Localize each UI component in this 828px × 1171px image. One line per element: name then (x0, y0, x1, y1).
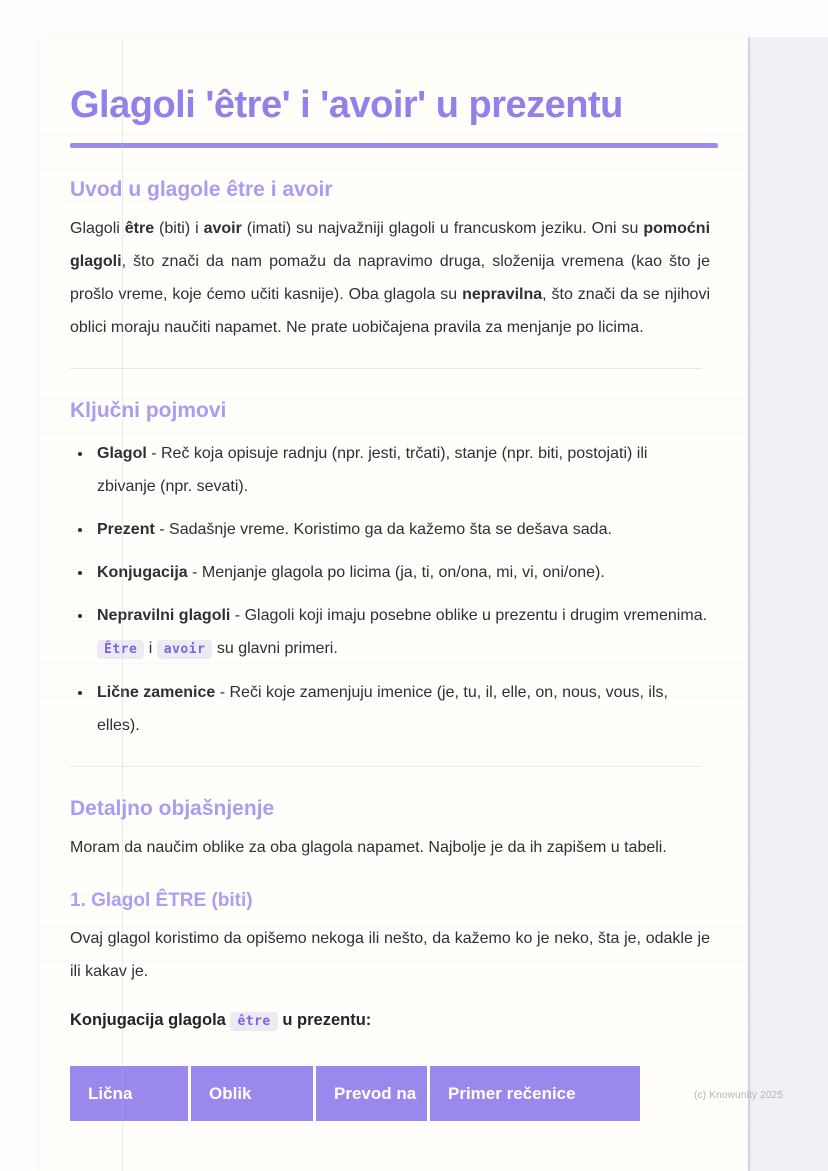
text-segment: su glavni primeri. (212, 640, 338, 658)
text-segment: Glagoli (70, 220, 125, 238)
text-segment: u prezentu: (277, 1011, 372, 1030)
text-segment: Lične zamenice (97, 684, 216, 702)
inline-code-chip: être (230, 1012, 277, 1031)
text-segment: Glagol (97, 445, 147, 463)
text-segment: - Glagoli koji imaju posebne oblike u prezentu i drugim vremenima. (230, 607, 708, 625)
sub-heading-etre: 1. Glagol ÊTRE (biti) (70, 890, 253, 912)
text-segment: - Sadašnje vreme. Koristimo ga da kažemo šta se dešava sada. (154, 521, 612, 539)
list-item (93, 599, 710, 666)
copyright-watermark: (c) Knowunity 2025 (694, 1090, 784, 1101)
intro-paragraph (70, 212, 710, 344)
explanation-paragraph: Moram da naučim oblike za oba glagola napamet. Najbolje je da ih zapišem u tabeli. (70, 839, 667, 857)
conjugation-label (70, 1004, 710, 1038)
text-segment: , što znači da nam pomažu da napravimo druga, složenija vremena (kao što je prošlo vreme, koje ćemo učiti kasnije). Oba glagola su (70, 253, 710, 304)
etre-paragraph: Ovaj glagol koristimo da opišemo nekoga ili nešto, da kažemo ko je neko, šta je, odakle je ili kakav je. (70, 930, 710, 981)
text-segment: nepravilna (462, 286, 543, 304)
section-heading-key-terms: Ključni pojmovi (70, 399, 227, 423)
text-segment: (imati) su najvažniji glagoli u francuskom jeziku. Oni su (241, 220, 644, 238)
text-segment: - Reči koje zamenjuju imenice (je, tu, il, elle, on, nous, vous, ils, elles). (97, 684, 668, 735)
text-segment: Nepravilni glagoli (97, 607, 231, 625)
section-divider (70, 766, 702, 767)
text-segment: avoir (203, 220, 242, 238)
text-segment: pomoćni glagoli (70, 220, 711, 271)
text-segment: i (144, 640, 157, 658)
inline-code-chip: Être (97, 640, 144, 659)
list-item (93, 676, 710, 742)
list-item (93, 556, 710, 589)
text-segment: (biti) i (154, 220, 204, 238)
text-segment: Konjugacija glagola (70, 1011, 231, 1030)
text-segment: Konjugacija (97, 564, 188, 582)
conjugation-table-header (70, 1066, 640, 1121)
section-divider (70, 368, 702, 369)
table-header-cell: Prevod na (316, 1066, 427, 1121)
title-accent-rule (70, 143, 718, 148)
list-item (93, 437, 710, 503)
section-heading-explanation: Detaljno objašnjenje (70, 797, 275, 821)
text-segment: - Reč koja opisuje radnju (npr. jesti, trčati), stanje (npr. biti, postojati) ili zbivanje (npr. sevati). (97, 445, 648, 496)
list-item (93, 513, 710, 546)
table-header-cell: Lična (70, 1066, 188, 1121)
page-title: Glagoli 'être' i 'avoir' u prezentu (70, 84, 623, 126)
next-page-edge (748, 37, 828, 1171)
text-segment: Prezent (97, 521, 155, 539)
inline-code-chip: avoir (157, 640, 213, 659)
table-header-cell: Primer rečenice (430, 1066, 640, 1121)
table-header-cell: Oblik (191, 1066, 313, 1121)
section-heading-intro: Uvod u glagole être i avoir (70, 178, 333, 202)
key-terms-list (70, 437, 710, 742)
text-segment: être (124, 220, 155, 238)
text-segment: - Menjanje glagola po licima (ja, ti, on/ona, mi, vi, oni/one). (187, 564, 605, 582)
text-segment: , što znači da se njihovi oblici moraju naučiti napamet. Ne prate uobičajena pravila za menjanje po licima. (70, 286, 711, 337)
document-page (40, 37, 748, 1171)
